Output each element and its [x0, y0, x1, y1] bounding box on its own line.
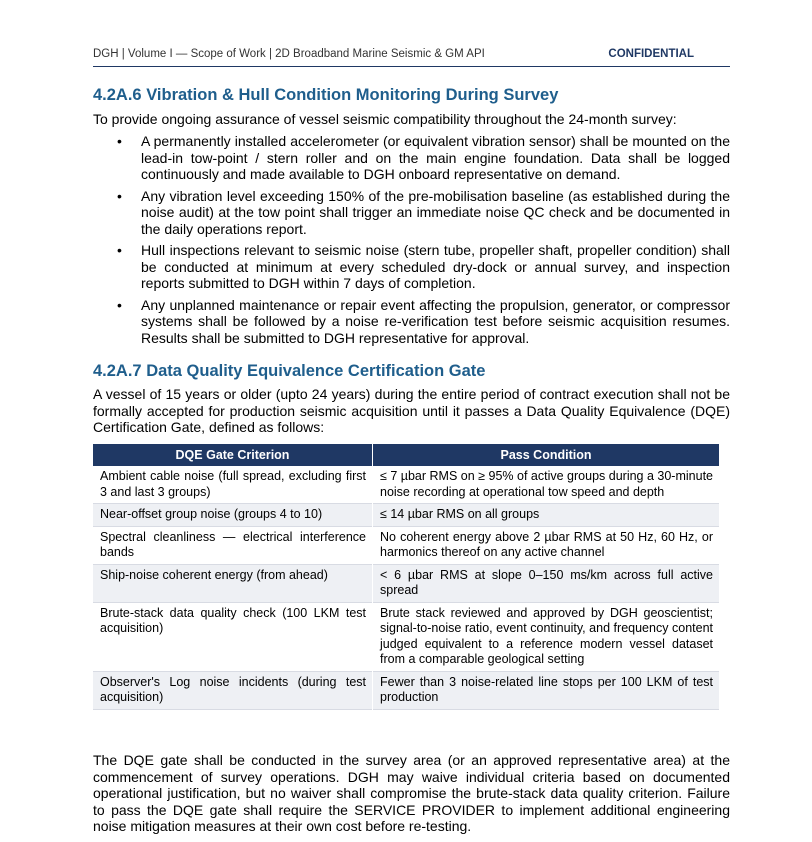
table-row — [93, 466, 719, 504]
table-row — [93, 671, 719, 709]
bullet-dot-icon: • — [117, 242, 122, 258]
section-intro-vibration: To provide ongoing assurance of vessel seismic compatibility throughout the 24-month survey: — [93, 111, 677, 127]
bullet-item — [93, 297, 730, 347]
table-row — [93, 526, 719, 564]
criterion-cell: Spectral cleanliness — electrical interference bands — [93, 526, 373, 564]
bullet-item — [93, 242, 730, 292]
header-confidential-label: CONFIDENTIAL — [608, 48, 694, 60]
section-heading-dqe: 4.2A.7 Data Quality Equivalence Certification Gate — [93, 362, 486, 380]
section-intro-dqe: A vessel of 15 years or older (upto 24 years) during the entire period of contract execution shall not be formally accepted for production seismic acquisition until it passes a Data Quality Equivalence (DQE) Certification Gate, defined as follows: — [93, 386, 730, 435]
criterion-cell: Brute-stack data quality check (100 LKM test acquisition) — [93, 602, 373, 671]
table-header-row — [93, 444, 719, 466]
table-header-pass-condition: Pass Condition — [373, 444, 720, 466]
pass-condition-cell: ≤ 14 µbar RMS on all groups — [373, 504, 720, 527]
bullet-item — [93, 133, 730, 183]
criterion-cell: Observer's Log noise incidents (during test acquisition) — [93, 671, 373, 709]
pass-condition-cell: ≤ 7 µbar RMS on ≥ 95% of active groups during a 30-minute noise recording at operational tow speed and depth — [380, 469, 713, 499]
pass-condition-cell: Fewer than 3 noise-related line stops per 100 LKM of test production — [373, 671, 720, 709]
criterion-cell: Ambient cable noise (full spread, excluding first 3 and last 3 groups) — [93, 466, 373, 504]
bullet-text: A permanently installed accelerometer (or equivalent vibration sensor) shall be mounted on the lead-in tow-point / stern roller and on the main engine foundation. Data shall be logged continuously and made available to DGH onboard representative on demand. — [141, 133, 730, 182]
bullet-dot-icon: • — [117, 133, 122, 149]
header-document-title: DGH | Volume I — Scope of Work | 2D Broadband Marine Seismic & GM API — [93, 48, 485, 60]
criterion-cell: Near-offset group noise (groups 4 to 10) — [93, 504, 373, 527]
bullet-text: Any vibration level exceeding 150% of the pre-mobilisation baseline (as established during the noise audit) at the tow point shall trigger an immediate noise QC check and be documented in the daily operations report. — [141, 187, 730, 237]
bullet-text: Any unplanned maintenance or repair event affecting the propulsion, generator, or compressor systems shall be followed by a noise re-verification test before seismic acquisition resumes. Results shall be submitted to DGH representative for approval. — [141, 296, 730, 346]
section-heading-vibration: 4.2A.6 Vibration & Hull Condition Monitoring During Survey — [93, 86, 559, 104]
table-row — [93, 564, 719, 602]
vibration-bullet-list — [93, 133, 730, 351]
bullet-dot-icon: • — [117, 187, 122, 204]
criterion-cell: Ship-noise coherent energy (from ahead) — [93, 564, 373, 602]
bullet-text: Hull inspections relevant to seismic noise (stern tube, propeller shaft, propeller condition) shall be conducted at minimum at every scheduled dry-dock or annual survey, and inspection reports submitted to DGH within 7 days of completion. — [141, 242, 730, 291]
bullet-dot-icon: • — [117, 296, 122, 313]
pass-condition-cell: No coherent energy above 2 µbar RMS at 50 Hz, 60 Hz, or harmonics thereof on any active channel — [380, 529, 713, 559]
table-header-criterion: DQE Gate Criterion — [93, 444, 373, 466]
pass-condition-cell: Brute stack reviewed and approved by DGH geoscientist; signal-to-noise ratio, event continuity, and frequency content judged equivalent to a reference modern vessel dataset from a comparable geological setting — [380, 605, 713, 666]
section-closing-dqe: The DQE gate shall be conducted in the survey area (or an approved representative area) at the commencement of survey operations. DGH may waive individual criteria based on documented operational justification, but no waiver shall compromise the brute-stack data quality criterion. Failure to pass the DQE gate shall require the SERVICE PROVIDER to implement additional engineering noise mitigation measures at their own cost before re-testing. — [93, 752, 730, 834]
bullet-item — [93, 188, 730, 238]
table-row — [93, 504, 719, 527]
page-header — [93, 46, 730, 67]
table-row — [93, 602, 719, 671]
dqe-gate-table — [93, 444, 719, 710]
pass-condition-cell: < 6 µbar RMS at slope 0–150 ms/km across full active spread — [373, 564, 720, 602]
